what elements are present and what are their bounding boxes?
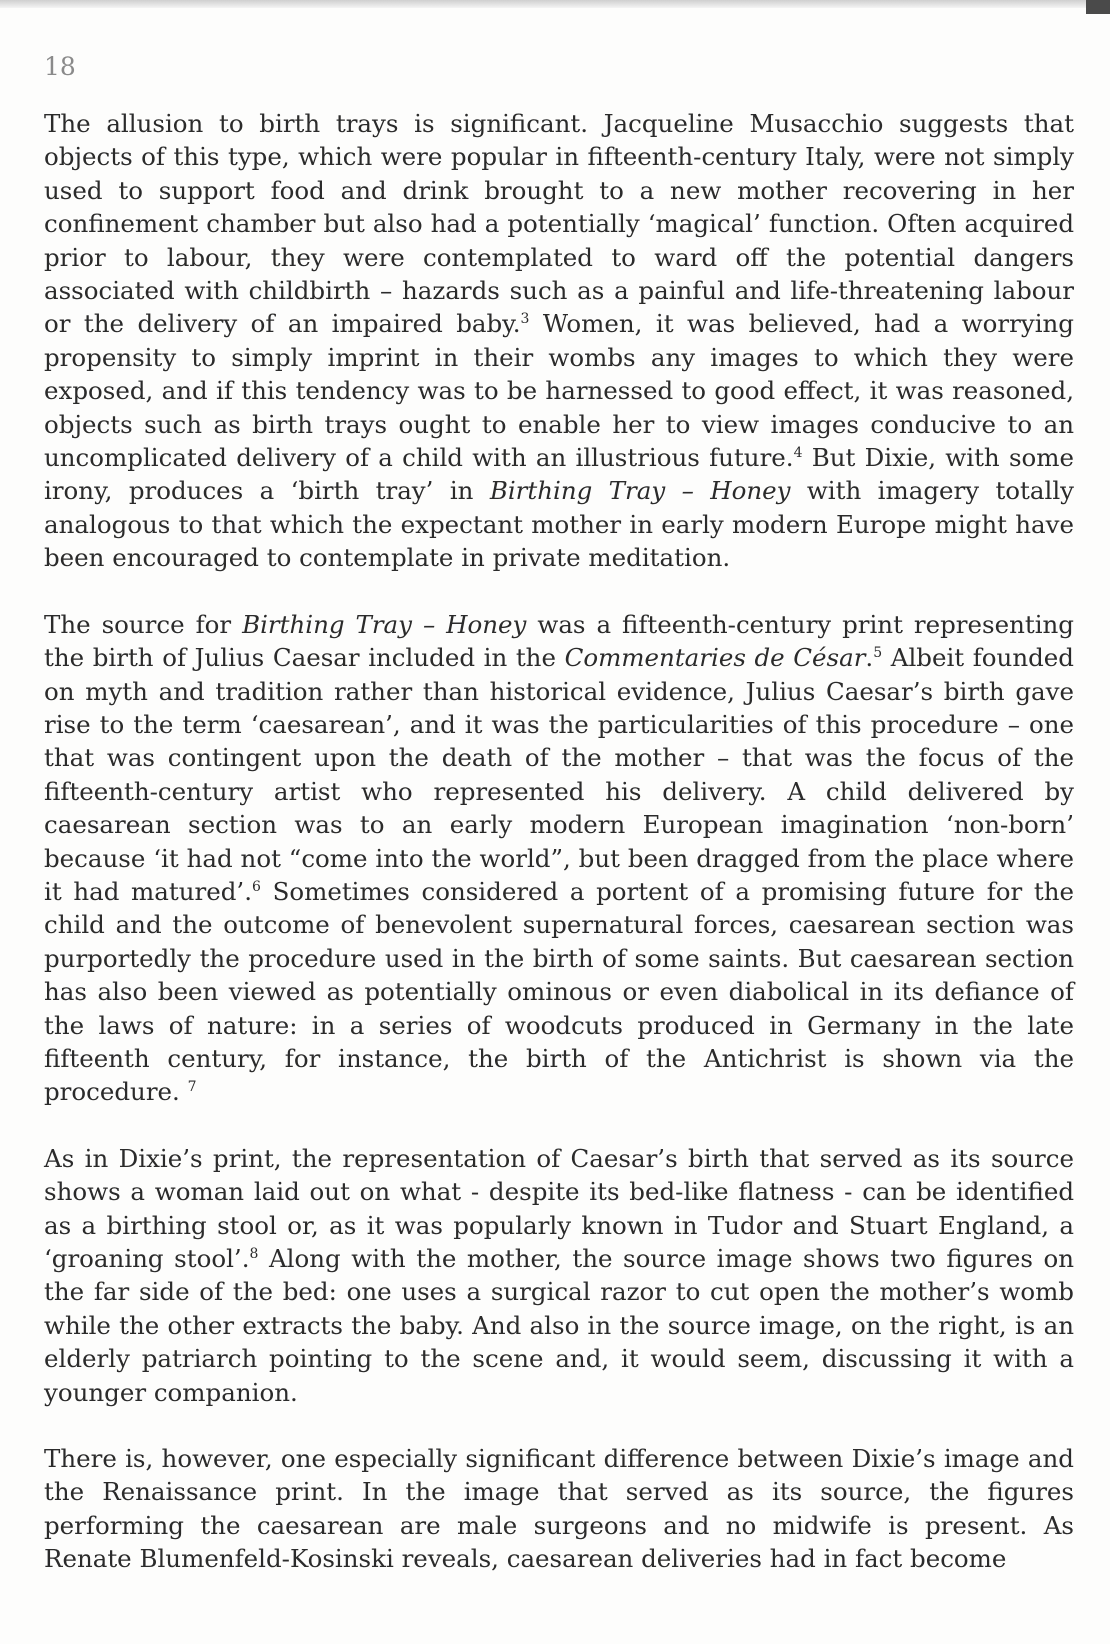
italic-title: Birthing Tray – Honey	[489, 476, 791, 506]
paragraph	[44, 1442, 1074, 1576]
italic-title: Birthing Tray – Honey	[242, 609, 527, 639]
scan-edge	[0, 0, 1110, 8]
footnote-marker: 6	[252, 878, 261, 895]
text-run: .	[865, 643, 874, 673]
body-text	[44, 107, 1074, 1609]
text-run: Along with the mother, the source image shows two figures on the far side of the bed: one uses a surgical razor to cut open the mother’s womb while the other extracts the baby. And also in the source image, on the right, is an elderly patriarch pointing to the scene and, it would seem, discussing it with a younger companion.	[44, 1244, 1074, 1407]
text-run: Albeit founded on myth and tradition rather than historical evidence, Julius Caesar’s birth gave rise to the term ‘caesarean’, and it was the particularities of this procedure – one that was contingent upon the death of the mother – that was the focus of the fifteenth-century artist who represented his delivery. A child delivered by caesarean section was to an early modern European imagination ‘non-born’ because ‘it had not “come into the world”, but been dragged from the place where it had matured’.	[44, 643, 1074, 906]
paragraph	[44, 608, 1074, 1109]
text-run: But Dixie, with some irony, produces a ‘birth tray’ in	[44, 443, 1074, 506]
footnote-marker: 4	[793, 444, 803, 461]
paragraph	[44, 1142, 1074, 1409]
text-run: Sometimes considered a portent of a promising future for the child and the outcome of benevolent supernatural forces, caesarean section was purportedly the procedure used in the birth of some saints. But caesarean section has also been viewed as potentially ominous or even diabolical in its defiance of the laws of nature: in a series of woodcuts produced in Germany in the late fifteenth century, for instance, the birth of the Antichrist is shown via the procedure.	[44, 876, 1074, 1107]
text-run: with imagery totally analogous to that which the expectant mother in early modern Europe might have been encouraged to contemplate in private meditation.	[44, 476, 1075, 573]
footnote-marker: 7	[187, 1079, 197, 1096]
text-run: The allusion to birth trays is significant. Jacqueline Musacchio suggests that objects of this type, which were popular in fifteenth-century Italy, were not simply used to support food and drink brought to a new mother recovering in her confinement chamber but also had a potentially ‘magical’ function. Often acquired prior to labour, they were contemplated to ward off the potential dangers associated with childbirth – hazards such as a painful and life-threatening labour or the delivery of an impaired baby.	[44, 109, 1074, 339]
text-run: was a fifteenth-century print representing the birth of Julius Caesar included in the	[44, 609, 1074, 673]
footnote-marker: 8	[249, 1245, 259, 1262]
page-number: 18	[44, 52, 76, 81]
italic-title: Commentaries de César	[564, 643, 866, 673]
text-run: Women, it was believed, had a worrying propensity to simply imprint in their wombs any images to which they were exposed, and if this tendency was to be harnessed to good effect, it was reasoned, objects such as birth trays ought to enable her to view images conducive to an uncomplicated delivery of a child with an illustrious future.	[44, 309, 1074, 473]
text-run: The source for	[44, 609, 243, 639]
paragraph	[44, 107, 1074, 575]
text-run: There is, however, one especially significant difference between Dixie’s image and the Renaissance print. In the image that served as its source, the figures performing the caesarean are male surgeons and no midwife is present. As Renate Blumenfeld-Kosinski reveals, caesarean deliveries had in fact become	[44, 1444, 1074, 1574]
text-run: As in Dixie’s print, the representation of Caesar’s birth that served as its source shows a woman laid out on what - despite its bed-like flatness - can be identified as a birthing stool or, as it was popularly known in Tudor and Stuart England, a ‘groaning stool’.	[44, 1143, 1074, 1273]
scan-corner-mark	[1086, 0, 1110, 14]
footnote-marker: 5	[873, 644, 883, 661]
footnote-marker: 3	[520, 311, 530, 328]
